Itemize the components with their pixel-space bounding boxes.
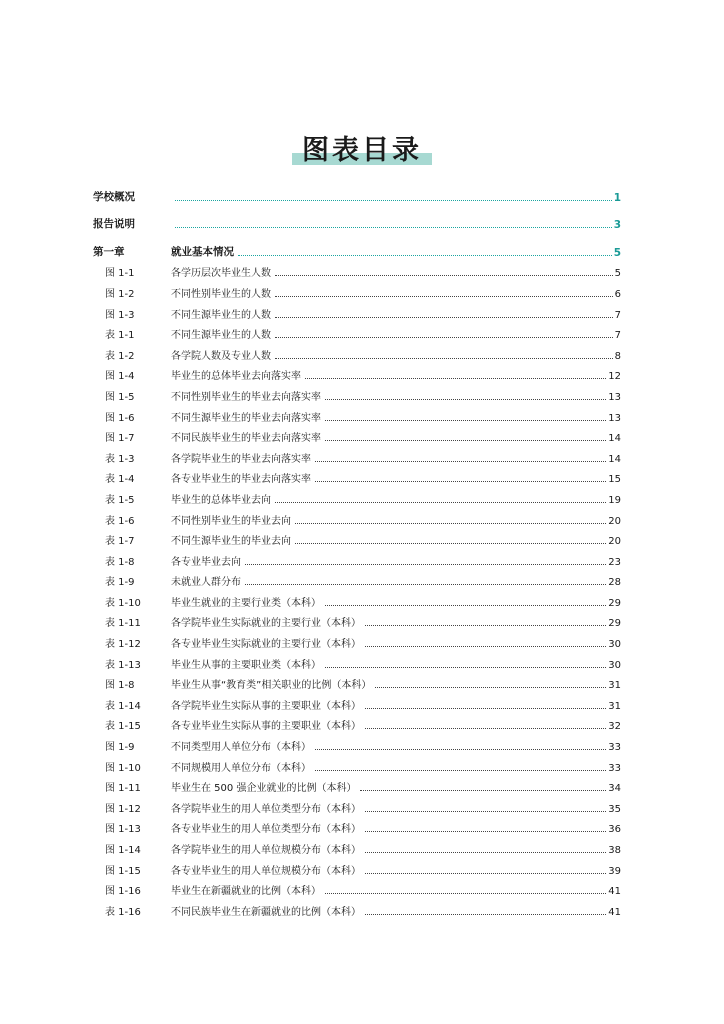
entry-page-number: 15 xyxy=(608,474,621,486)
entry-page-number: 29 xyxy=(608,618,621,630)
dot-leader xyxy=(365,873,606,874)
dot-leader xyxy=(325,399,606,400)
entry-page-number: 29 xyxy=(608,597,621,609)
entry-title: 毕业生的总体毕业去向落实率 xyxy=(171,371,301,383)
toc-section-entry[interactable] xyxy=(93,204,621,232)
entry-page-number: 20 xyxy=(608,536,621,548)
entry-title: 毕业生在 500 强企业就业的比例（本科） xyxy=(171,783,357,795)
toc-entry[interactable] xyxy=(93,877,621,898)
toc-entry[interactable] xyxy=(93,259,621,280)
entry-title: 各专业毕业生的毕业去向落实率 xyxy=(171,474,311,486)
dot-leader xyxy=(275,358,613,359)
dot-leader xyxy=(315,461,606,462)
dot-leader xyxy=(275,502,606,503)
entry-page-number: 28 xyxy=(608,577,621,589)
entry-page-number: 7 xyxy=(614,309,621,321)
toc-entry[interactable] xyxy=(93,815,621,836)
dot-leader xyxy=(315,749,606,750)
entry-number: 图 1-4 xyxy=(105,371,135,383)
dot-leader xyxy=(275,275,613,276)
entry-number: 表 1-5 xyxy=(105,494,135,506)
table-of-figures xyxy=(93,176,621,918)
entry-page-number: 39 xyxy=(608,865,621,877)
entry-number: 报告说明 xyxy=(93,218,135,231)
entry-title: 不同性别毕业生的毕业去向 xyxy=(171,515,291,527)
entry-title: 不同生源毕业生的毕业去向 xyxy=(171,536,291,548)
entry-number: 表 1-7 xyxy=(105,536,135,548)
entry-number: 图 1-12 xyxy=(105,803,141,815)
entry-title: 各学院毕业生的用人单位类型分布（本科） xyxy=(171,803,361,815)
toc-entry[interactable] xyxy=(93,609,621,630)
toc-entry[interactable] xyxy=(93,424,621,445)
toc-entry[interactable] xyxy=(93,691,621,712)
entry-page-number: 31 xyxy=(608,700,621,712)
entry-number: 学校概况 xyxy=(93,190,135,203)
entry-title: 毕业生从事“教育类”相关职业的比例（本科） xyxy=(171,680,372,692)
entry-page-number: 13 xyxy=(608,412,621,424)
dot-leader xyxy=(245,584,606,585)
entry-page-number: 31 xyxy=(608,680,621,692)
entry-page-number: 41 xyxy=(608,906,621,918)
toc-entry[interactable] xyxy=(93,321,621,342)
entry-title: 不同规模用人单位分布（本科） xyxy=(171,762,311,774)
entry-number: 表 1-14 xyxy=(105,700,141,712)
dot-leader xyxy=(360,790,606,791)
dot-leader xyxy=(175,227,612,228)
dot-leader xyxy=(305,378,606,379)
entry-title: 毕业生就业的主要行业类（本科） xyxy=(171,597,321,609)
entry-number: 表 1-8 xyxy=(105,556,135,568)
entry-title: 各学院人数及专业人数 xyxy=(171,350,271,362)
entry-page-number: 36 xyxy=(608,824,621,836)
entry-page-number: 35 xyxy=(608,803,621,815)
page-title-wrap xyxy=(0,128,724,167)
entry-page-number: 13 xyxy=(608,391,621,403)
entry-page-number: 41 xyxy=(608,886,621,898)
entry-page-number: 30 xyxy=(608,639,621,651)
dot-leader xyxy=(365,914,606,915)
toc-entry[interactable] xyxy=(93,588,621,609)
toc-entry[interactable] xyxy=(93,485,621,506)
toc-section-entry[interactable] xyxy=(93,176,621,204)
toc-entry[interactable] xyxy=(93,753,621,774)
entry-number: 表 1-6 xyxy=(105,515,135,527)
dot-leader xyxy=(175,200,612,201)
toc-entry[interactable] xyxy=(93,341,621,362)
entry-title: 未就业人群分布 xyxy=(171,577,241,589)
toc-entry[interactable] xyxy=(93,465,621,486)
entry-page-number: 33 xyxy=(608,742,621,754)
entry-page-number: 23 xyxy=(608,556,621,568)
dot-leader xyxy=(325,605,606,606)
entry-page-number: 32 xyxy=(608,721,621,733)
toc-entry[interactable] xyxy=(93,835,621,856)
entry-page-number: 5 xyxy=(613,246,621,259)
entry-number: 表 1-9 xyxy=(105,577,135,589)
entry-number: 图 1-11 xyxy=(105,783,141,795)
entry-page-number: 38 xyxy=(608,845,621,856)
entry-page-number: 1 xyxy=(613,191,621,204)
entry-number: 图 1-5 xyxy=(105,391,135,403)
entry-title: 不同生源毕业生的人数 xyxy=(171,309,271,321)
toc-entry[interactable] xyxy=(93,382,621,403)
entry-number: 图 1-6 xyxy=(105,412,135,424)
entry-page-number: 5 xyxy=(614,268,621,280)
entry-title: 各专业毕业生实际从事的主要职业（本科） xyxy=(171,721,361,733)
entry-number: 表 1-13 xyxy=(105,659,141,671)
entry-page-number: 14 xyxy=(608,433,621,445)
toc-entry[interactable] xyxy=(93,444,621,465)
toc-entry[interactable] xyxy=(93,362,621,383)
entry-title: 各学院毕业生实际就业的主要行业（本科） xyxy=(171,618,361,630)
dot-leader xyxy=(365,831,606,832)
entry-number: 表 1-1 xyxy=(105,330,135,342)
toc-section-entry[interactable] xyxy=(93,231,621,259)
toc-entry[interactable] xyxy=(93,547,621,568)
toc-entry[interactable] xyxy=(93,856,621,877)
dot-leader xyxy=(365,708,606,709)
entry-number: 表 1-11 xyxy=(105,618,141,630)
dot-leader xyxy=(365,852,606,853)
entry-title: 不同民族毕业生的毕业去向落实率 xyxy=(171,433,321,445)
entry-number: 图 1-1 xyxy=(105,268,135,280)
dot-leader xyxy=(325,420,606,421)
entry-page-number: 30 xyxy=(608,659,621,671)
toc-entry[interactable] xyxy=(93,279,621,300)
entry-number: 表 1-16 xyxy=(105,906,141,918)
entry-title: 毕业生在新疆就业的比例（本科） xyxy=(171,886,321,898)
entry-page-number: 7 xyxy=(614,330,621,342)
entry-title: 就业基本情况 xyxy=(171,245,234,258)
entry-title: 不同性别毕业生的毕业去向落实率 xyxy=(171,391,321,403)
dot-leader xyxy=(315,481,606,482)
entry-title: 各学院毕业生的用人单位规模分布（本科） xyxy=(171,845,361,856)
entry-number: 第一章 xyxy=(93,245,125,258)
entry-page-number: 12 xyxy=(608,371,621,383)
entry-number: 图 1-8 xyxy=(105,680,135,692)
entry-title: 不同生源毕业生的毕业去向落实率 xyxy=(171,412,321,424)
entry-title: 各专业毕业生实际就业的主要行业（本科） xyxy=(171,639,361,651)
entry-page-number: 14 xyxy=(608,453,621,465)
entry-title: 不同性别毕业生的人数 xyxy=(171,288,271,300)
entry-title: 各学历层次毕业生人数 xyxy=(171,268,271,280)
dot-leader xyxy=(365,646,606,647)
entry-title: 不同类型用人单位分布（本科） xyxy=(171,742,311,754)
entry-number: 图 1-14 xyxy=(105,845,141,856)
dot-leader xyxy=(275,296,613,297)
dot-leader xyxy=(325,440,606,441)
toc-entry[interactable] xyxy=(93,403,621,424)
toc-entry[interactable] xyxy=(93,712,621,733)
toc-entry[interactable] xyxy=(93,506,621,527)
entry-number: 图 1-7 xyxy=(105,433,135,445)
dot-leader xyxy=(375,687,606,688)
toc-entry[interactable] xyxy=(93,568,621,589)
entry-page-number: 33 xyxy=(608,762,621,774)
dot-leader xyxy=(238,255,612,256)
dot-leader xyxy=(295,523,606,524)
entry-page-number: 3 xyxy=(613,219,621,232)
entry-number: 图 1-15 xyxy=(105,865,141,877)
entry-number: 表 1-15 xyxy=(105,721,141,733)
dot-leader xyxy=(275,317,613,318)
dot-leader xyxy=(275,337,613,338)
entry-number: 图 1-13 xyxy=(105,824,141,836)
entry-number: 图 1-3 xyxy=(105,309,135,321)
entry-page-number: 8 xyxy=(614,350,621,362)
toc-entry[interactable] xyxy=(93,300,621,321)
entry-title: 各专业毕业去向 xyxy=(171,556,241,568)
entry-title: 各学院毕业生的毕业去向落实率 xyxy=(171,453,311,465)
entry-number: 图 1-16 xyxy=(105,886,141,898)
toc-entry[interactable] xyxy=(93,897,621,918)
entry-title: 不同生源毕业生的人数 xyxy=(171,330,271,342)
entry-title: 各学院毕业生实际从事的主要职业（本科） xyxy=(171,700,361,712)
toc-entry[interactable] xyxy=(93,629,621,650)
toc-entry[interactable] xyxy=(93,650,621,671)
entry-page-number: 34 xyxy=(608,783,621,795)
dot-leader xyxy=(325,667,606,668)
entry-number: 表 1-3 xyxy=(105,453,135,465)
dot-leader xyxy=(365,728,606,729)
entry-title: 各专业毕业生的用人单位规模分布（本科） xyxy=(171,865,361,877)
dot-leader xyxy=(325,893,606,894)
toc-entry[interactable] xyxy=(93,774,621,795)
dot-leader xyxy=(365,625,606,626)
toc-entry[interactable] xyxy=(93,527,621,548)
toc-entry[interactable] xyxy=(93,732,621,753)
entry-page-number: 6 xyxy=(614,288,621,300)
entry-title: 毕业生的总体毕业去向 xyxy=(171,494,271,506)
entry-number: 图 1-10 xyxy=(105,762,141,774)
toc-entry[interactable] xyxy=(93,794,621,815)
entry-title: 毕业生从事的主要职业类（本科） xyxy=(171,659,321,671)
entry-page-number: 20 xyxy=(608,515,621,527)
entry-page-number: 19 xyxy=(608,494,621,506)
page-title: 图表目录 xyxy=(296,128,428,167)
entry-number: 表 1-2 xyxy=(105,350,135,362)
entry-number: 表 1-10 xyxy=(105,597,141,609)
dot-leader xyxy=(365,811,606,812)
toc-entry[interactable] xyxy=(93,671,621,692)
entry-number: 图 1-2 xyxy=(105,288,135,300)
dot-leader xyxy=(295,543,606,544)
dot-leader xyxy=(245,564,606,565)
entry-title: 各专业毕业生的用人单位类型分布（本科） xyxy=(171,824,361,836)
entry-number: 表 1-12 xyxy=(105,639,141,651)
dot-leader xyxy=(315,770,606,771)
entry-number: 图 1-9 xyxy=(105,742,135,754)
entry-number: 表 1-4 xyxy=(105,474,135,486)
entry-title: 不同民族毕业生在新疆就业的比例（本科） xyxy=(171,906,361,918)
